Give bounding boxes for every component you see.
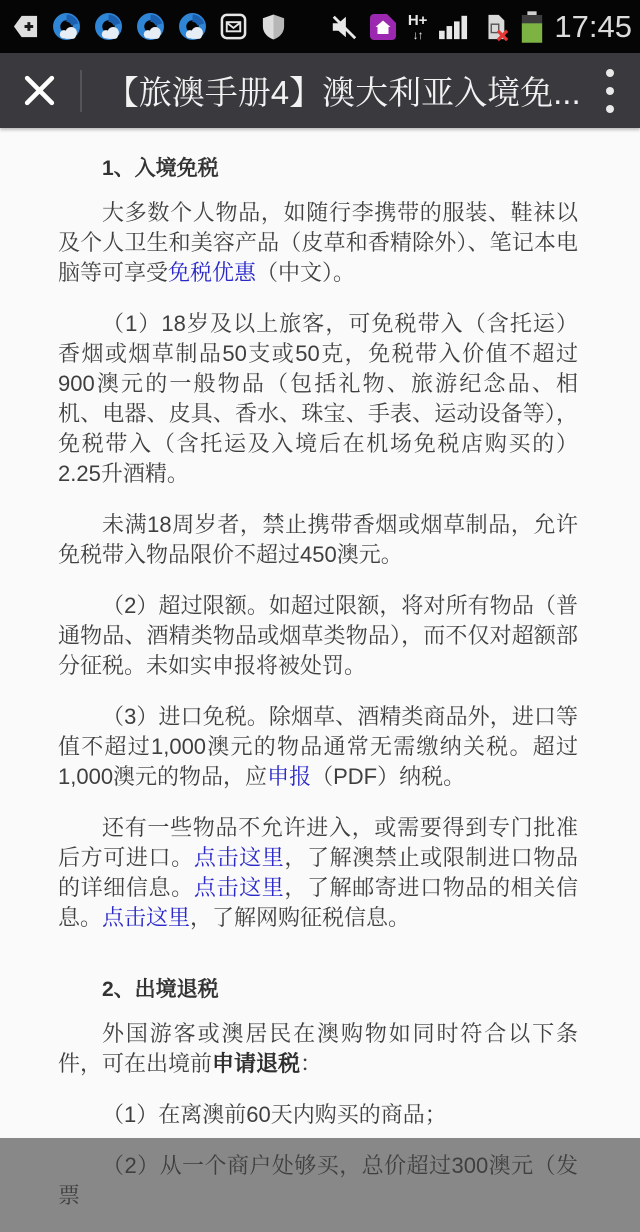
section-heading: 2、出境退税 — [102, 978, 219, 1001]
inline-link[interactable]: 点击这里 — [193, 845, 285, 870]
text-run: 未满18周岁者，禁止携带香烟或烟草制品，允许免税带入物品限价不超过450澳元。 — [58, 512, 578, 567]
inline-link[interactable]: 申报 — [267, 764, 312, 789]
status-bar-notifications — [12, 12, 300, 41]
status-bar-system — [319, 9, 632, 45]
inline-link[interactable]: 点击这里 — [102, 905, 191, 930]
paragraph — [58, 1100, 578, 1130]
browser-app-icon — [94, 12, 123, 41]
paragraph — [58, 309, 578, 489]
text-run: （1）在离澳前60天内购买的商品； — [102, 1102, 447, 1127]
text-run: 外国游客或澳居民在澳购物如同时符合以下条件，可在出境前 — [58, 1021, 578, 1076]
mute-icon — [330, 13, 358, 41]
vertical-dots-icon — [606, 69, 614, 77]
network-type-indicator — [408, 13, 428, 41]
close-button[interactable] — [0, 53, 80, 128]
paragraph — [58, 198, 578, 288]
sim-error-icon — [481, 13, 509, 41]
clock: 17:45 — [554, 8, 632, 44]
paragraph — [58, 702, 578, 792]
paragraph — [58, 1019, 578, 1079]
title-bar-divider — [80, 70, 82, 112]
tag-plus-icon — [12, 13, 39, 40]
updown-arrows-icon: ↓↑ — [412, 27, 423, 42]
section-heading: 1、入境免税 — [102, 157, 219, 180]
text-run: （3）进口免税。除烟草、酒精类商品外，进口等值不超过1,000澳元的物品通常无需缴纳关税。超过1,000澳元的物品，应 — [58, 704, 578, 789]
text-run: ： — [300, 1051, 323, 1076]
battery-icon — [520, 11, 544, 43]
network-type-label: H+ — [407, 11, 428, 29]
paragraph — [58, 1151, 578, 1211]
bold-text: 申请退税 — [212, 1051, 301, 1076]
close-icon — [21, 72, 58, 109]
shield-icon — [260, 13, 287, 40]
paragraph — [58, 813, 578, 933]
overflow-menu-button[interactable] — [581, 53, 640, 128]
text-run: 还有一些物品不允许进入，或需要得到专门批准后方可进口。 — [58, 815, 578, 870]
text-run: （2）超过限额。如超过限额，将对所有物品（普通物品、酒精类物品或烟草类物品），而不仅对超额部分征税。未如实申报将被处罚。 — [58, 593, 578, 678]
text-run: 大多数个人物品，如随行李携带的服装、鞋袜以及个人卫生和美容产品（皮草和香精除外）、笔记本电脑等可享受 — [58, 200, 578, 285]
home-app-icon — [369, 13, 397, 41]
mail-icon — [220, 13, 247, 40]
text-run: （1）18岁及以上旅客，可免税带入（含托运）香烟或烟草制品50支或50克，免税带入价值不超过900澳元的一般物品（包括礼物、旅游纪念品、相机、电器、皮具、香水、珠宝、手表、运动设备等），免税带入（含托运及入境后在机场免税店购买的）2.25升酒精。 — [58, 311, 578, 486]
text-run: ，了解澳禁止或限制进口物品的详细信息。 — [58, 845, 578, 900]
signal-strength-icon — [438, 13, 470, 41]
title-bar — [0, 53, 640, 128]
vertical-dots-icon — [606, 87, 614, 95]
inline-link[interactable]: 免税优惠 — [168, 260, 257, 285]
text-run: ，了解网购征税信息。 — [190, 905, 411, 930]
article-content — [0, 128, 640, 1232]
status-bar — [0, 0, 640, 53]
page-title: 【旅澳手册4】澳大利亚入境免... — [105, 74, 581, 111]
inline-link[interactable]: 点击这里 — [193, 875, 285, 900]
browser-app-icon — [136, 12, 165, 41]
text-run: ，了解邮寄进口物品的相关信息。 — [58, 875, 578, 930]
paragraph — [58, 591, 578, 681]
vertical-dots-icon — [606, 105, 614, 113]
browser-app-icon — [178, 12, 207, 41]
paragraph — [58, 510, 578, 570]
text-run: （中文）。 — [256, 260, 356, 285]
text-run: （PDF）纳税。 — [311, 764, 466, 789]
browser-app-icon — [52, 12, 81, 41]
text-run: （2）从一个商户处够买，总价超过300澳元（发票 — [58, 1153, 578, 1208]
